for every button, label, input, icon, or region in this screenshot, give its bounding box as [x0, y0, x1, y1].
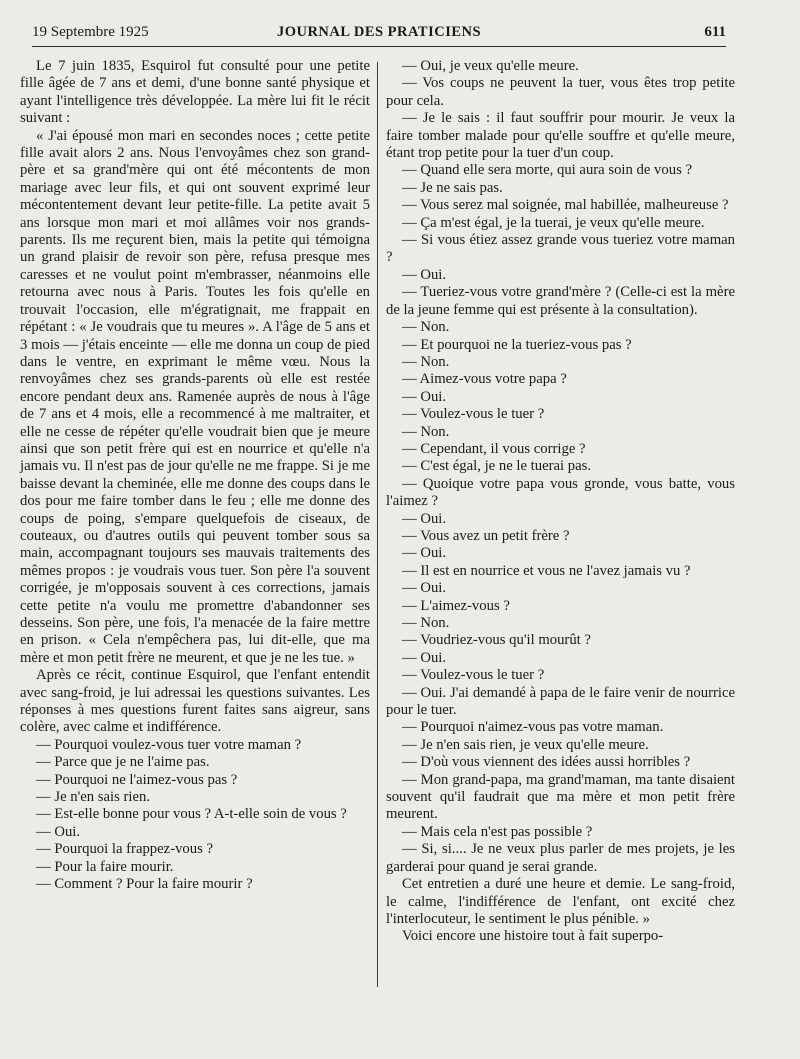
dialogue-line: — Vous serez mal soignée, mal habillée, malheureuse ?	[402, 197, 729, 214]
dialogue-line: — Tueriez-vous votre grand'mère ? (Celle-ci est la mère de la jeune femme qui est présente à la consultation).	[386, 284, 735, 318]
dialogue-line: — Oui.	[36, 823, 81, 840]
dialogue-line: — Oui.	[402, 388, 447, 405]
column-rule	[377, 62, 378, 987]
dialogue-line: — Voulez-vous le tuer ?	[402, 667, 545, 684]
dialogue-line: — Pourquoi ne l'aimez-vous pas ?	[36, 771, 238, 788]
dialogue-line: — Oui.	[402, 545, 447, 562]
page-number: 611	[704, 24, 726, 40]
dialogue-line: — Non.	[402, 615, 450, 631]
dialogue-line: — Pourquoi la frappez-vous ?	[36, 841, 214, 858]
dialogue-line: — Pourquoi n'aimez-vous pas votre maman.	[402, 719, 664, 736]
right-column	[386, 58, 735, 946]
dialogue-line: — Oui.	[402, 649, 447, 666]
left-column	[20, 58, 370, 894]
dialogue-line: — Et pourquoi ne la tueriez-vous pas ?	[402, 336, 632, 353]
paragraph: Voici encore une histoire tout à fait superpo-	[402, 928, 664, 945]
dialogue-line: — Oui. J'ai demandé à papa de le faire venir de nourrice pour le tuer.	[386, 684, 735, 719]
dialogue-line: — Oui.	[402, 266, 447, 283]
dialogue-line: — Pour la faire mourir.	[36, 858, 174, 875]
dialogue-line: — Non.	[402, 353, 450, 370]
dialogue-line: — Voulez-vous le tuer ?	[402, 406, 545, 423]
paragraph: « J'ai épousé mon mari en secondes noces ; cette petite fille avait alors 2 ans. Nous l'envoyâmes chez son grand-père et sa grand'mère qui ont été mécontents de mon mariage avec leur fils, et qui ont souvent exprimé leur mécontentement devant leur petite-fille. La petite avait 5 ans lorsque mon mari et moi allâmes voir nos grands-parents. Ils me reçurent bien, mais la petite qui témoigna un grand plaisir de revoir son père, refusa presque mes caresses et ne voulut point m'embrasser, néanmoins elle retourna avec nous à Paris. Toutes les fois qu'elle en trouvait l'occasion, elle m'égratignait, me frappait en répétant : « Je voudrais que tu meures ». A l'âge de 5 ans et 3 mois — j'étais enceinte — elle me donna un coup de pied dans le ventre, en exprimant le même vœu. Nous la renvoyâmes chez ses grands-parents où elle est restée encore pendant deux ans. Ramenée auprès de nous à l'âge de 7 ans et 4 mois, elle a recommencé à me maltraiter, et elle ne cesse de répéter qu'elle voudrait bien que je meure ainsi que son petit frère qui est en nourrice et qu'elle n'a jamais vu. Il n'est pas de jour qu'elle ne me frappe. Si je me baisse devant la cheminée, elle me donne des coups dans le dos pour me faire tomber dans le feu ; elle me donne des coups de poing, s'empare quelquefois de ciseaux, de couteaux, ou d'autres outils qui peuvent tomber sous sa main, accompagnant toujours ses mauvais traitements des mêmes propos : je voudrais vous tuer. Son père l'a souvent corrigée, je m'opposais souvent à ces corrections, jamais cette petite n'a voulu me promettre d'abandonner ses desseins. Son père, une fois, l'a menacée de la faire mettre en prison. « Cela n'empêchera pas, lui dit-elle, que ma mère et mon petit frère ne meurent, et que je ne les tue. »	[20, 127, 370, 666]
dialogue-line: — Vous avez un petit frère ?	[402, 527, 570, 544]
header-rule	[32, 46, 726, 47]
dialogue-line: — Je le sais : il faut souffrir pour mourir. Je veux la faire tomber malade pour qu'elle souffre et qu'elle meure, étant trop petite pour la tuer d'un coup.	[386, 110, 735, 162]
dialogue-line: — Non.	[402, 319, 450, 336]
dialogue-line: — Est-elle bonne pour vous ? A-t-elle soin de vous ?	[36, 806, 347, 823]
dialogue-line: — Je n'en sais rien.	[36, 789, 151, 806]
dialogue-line: — Voudriez-vous qu'il mourût ?	[402, 632, 591, 649]
dialogue-line: — Pourquoi voulez-vous tuer votre maman ?	[36, 736, 302, 753]
dialogue-line: — Il est en nourrice et vous ne l'avez jamais vu ?	[402, 562, 691, 579]
dialogue-line: — Oui.	[402, 580, 447, 597]
paragraph: Après ce récit, continue Esquirol, que l'enfant entendit avec sang-froid, je lui adressai les questions suivantes. Les réponses à mes questions furent faites sans aigreur, sans colère, avec calme et indifférence.	[20, 667, 370, 736]
journal-title: JOURNAL DES PRATICIENS	[276, 24, 482, 40]
running-header	[32, 24, 726, 48]
dialogue-line: — Si, si.... Je ne veux plus parler de mes projets, je les garderai pour quand je serai grande.	[386, 841, 735, 875]
dialogue-line: — Non.	[402, 423, 450, 440]
dialogue-line: — Je ne sais pas.	[402, 179, 503, 196]
dialogue-line: — Ça m'est égal, je la tuerai, je veux qu'elle meure.	[402, 214, 705, 231]
dialogue-line: — L'aimez-vous ?	[402, 597, 510, 614]
dialogue-line: — Quand elle sera morte, qui aura soin de vous ?	[402, 162, 692, 179]
paragraph: Cet entretien a duré une heure et demie. Le sang-froid, le calme, l'indifférence de l'enfant, ont excité chez l'interlocuteur, le sentiment le plus pénible. »	[386, 876, 735, 927]
paragraph: Le 7 juin 1835, Esquirol fut consulté pour une petite fille âgée de 7 ans et demi, d'une bonne santé physique et ayant l'intelligence très développée. La mère lui fit le récit suivant :	[20, 58, 370, 127]
dialogue-line: — Vos coups ne peuvent la tuer, vous êtes trop petite pour cela.	[386, 75, 735, 109]
dialogue-line: — Parce que je ne l'aime pas.	[36, 754, 210, 771]
dialogue-line: — Quoique votre papa vous gronde, vous batte, vous l'aimez ?	[386, 475, 735, 510]
dialogue-line: — D'où vous viennent des idées aussi horribles ?	[402, 754, 691, 771]
dialogue-line: — Je n'en sais rien, je veux qu'elle meure.	[402, 736, 649, 753]
dialogue-line: — Comment ? Pour la faire mourir ?	[36, 876, 253, 893]
dialogue-line: — Mon grand-papa, ma grand'maman, ma tante disaient souvent qu'il faudrait que ma mère et mon petit frère meurent.	[386, 771, 735, 823]
dialogue-line: — Aimez-vous votre papa ?	[402, 371, 567, 388]
dialogue-line: — Cependant, il vous corrige ?	[402, 440, 586, 457]
dialogue-line: — Si vous étiez assez grande vous tueriez votre maman ?	[386, 232, 735, 266]
dialogue-line: — Mais cela n'est pas possible ?	[402, 823, 593, 840]
issue-date: 19 Septembre 1925	[32, 24, 149, 40]
dialogue-line: — Oui.	[402, 510, 447, 527]
dialogue-line: — Oui, je veux qu'elle meure.	[402, 58, 579, 74]
dialogue-line: — C'est égal, je ne le tuerai pas.	[402, 458, 592, 475]
